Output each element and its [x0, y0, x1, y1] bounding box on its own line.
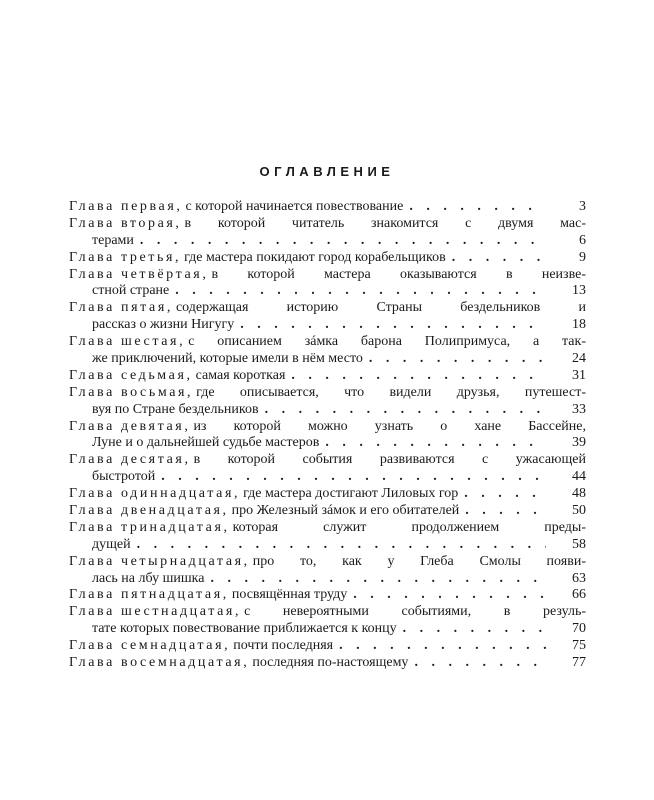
toc-entry: [69, 419, 586, 453]
chapter-description: почти последняя: [233, 638, 334, 654]
page-title: ОГЛАВЛЕНИЕ: [259, 164, 395, 179]
chapter-description: же приключений, которые имели в нём место: [92, 351, 363, 367]
toc-entry: [69, 368, 586, 385]
toc-entry: [69, 267, 586, 301]
toc-entry-continuation: [69, 621, 586, 638]
page-number: 24: [572, 351, 586, 367]
chapter-description: последняя по-настоящему: [252, 655, 409, 671]
toc-entry: [69, 216, 586, 250]
dot-leader: [403, 199, 546, 216]
chapter-label: Глава четвёртая,: [69, 266, 209, 282]
toc-entry: [69, 638, 586, 655]
toc-entry-line: [69, 520, 586, 537]
chapter-label: Глава восьмая,: [69, 384, 194, 400]
page-number: 63: [572, 570, 586, 586]
page-number: 3: [579, 199, 586, 214]
chapter-label: Глава восемнадцатая,: [69, 655, 250, 671]
toc-entry-continuation: [69, 317, 586, 334]
page-number: 33: [572, 401, 586, 417]
chapter-description: терами: [92, 232, 134, 248]
toc-entry-line: [69, 587, 586, 604]
toc-entry-line: [69, 199, 586, 216]
chapter-label: Глава двенадцатая,: [69, 503, 229, 519]
chapter-description: тате которых повествование приближается к концу: [92, 621, 397, 637]
toc-entry: [69, 503, 586, 520]
chapter-description: с невероятными событиями, в резуль-: [244, 604, 586, 620]
dot-leader: [459, 503, 546, 520]
chapter-label: Глава четырнадцатая,: [69, 553, 250, 569]
chapter-label: Глава шестая,: [69, 334, 186, 350]
toc-entry-line: [69, 267, 586, 284]
toc-entry: [69, 520, 586, 554]
chapter-description: дущей: [92, 536, 131, 552]
chapter-description: в которой мастера оказываются в неизве-: [211, 266, 586, 282]
dot-leader: [234, 317, 546, 334]
toc-entry-line: [69, 503, 586, 520]
chapter-label: Глава девятая,: [69, 418, 191, 434]
page-number: 77: [572, 655, 586, 671]
page-number: 44: [572, 469, 586, 485]
chapter-label: Глава третья,: [69, 249, 182, 265]
page-number: 18: [572, 317, 586, 333]
page-number: 70: [572, 621, 586, 637]
page-number: 39: [572, 435, 586, 451]
toc-entry: [69, 250, 586, 267]
chapter-label: Глава десятая,: [69, 452, 191, 468]
chapter-description: с которой начинается повествование: [185, 199, 404, 214]
chapter-label: Глава пятнадцатая,: [69, 587, 229, 603]
chapter-description: вуя по Стране бездельников: [92, 401, 259, 417]
chapter-description: посвящённая труду: [231, 587, 348, 603]
chapter-label: Глава семнадцатая,: [69, 638, 231, 654]
toc-entry-line: [69, 334, 586, 351]
toc-entry-line: [69, 638, 586, 655]
toc-entry-continuation: [69, 571, 586, 588]
toc-entry-line: [69, 452, 586, 469]
toc-entry: [69, 385, 586, 419]
toc-entry: [69, 300, 586, 334]
dot-leader: [204, 571, 546, 588]
chapter-description: где мастера покидают город корабельщиков: [184, 249, 446, 265]
toc-entry-line: [69, 250, 586, 267]
dot-leader: [169, 283, 546, 300]
page-number: 9: [579, 249, 586, 265]
page-number: 13: [572, 283, 586, 299]
toc-entry-line: [69, 216, 586, 233]
toc-entry: [69, 199, 586, 216]
toc-entry: [69, 554, 586, 588]
page-number: 58: [572, 536, 586, 552]
toc-entry-line: [69, 385, 586, 402]
toc-entry-line: [69, 604, 586, 621]
page-number: 6: [579, 232, 586, 248]
toc-entry-line: [69, 655, 586, 672]
toc-entry: [69, 587, 586, 604]
dot-leader: [131, 537, 546, 554]
chapter-description: рассказ о жизни Нигугу: [92, 317, 235, 333]
dot-leader: [134, 233, 546, 250]
chapter-description: содержащая историю Страны бездельников и: [175, 300, 586, 316]
toc-entry: [69, 452, 586, 486]
dot-leader: [333, 638, 546, 655]
toc-entry-line: [69, 419, 586, 436]
chapter-description: про то, как у Глеба Смолы появи-: [252, 553, 586, 569]
chapter-description: Луне и о дальнейшей судьбе мастеров: [92, 435, 320, 451]
chapter-description: стной стране: [92, 283, 170, 299]
toc-entry-continuation: [69, 469, 586, 486]
toc-entry-continuation: [69, 435, 586, 452]
toc-entry: [69, 604, 586, 638]
page-number: 75: [572, 638, 586, 654]
page-number: 48: [572, 486, 586, 502]
dot-leader: [155, 469, 546, 486]
page-number: 50: [572, 503, 586, 519]
chapter-label: Глава седьмая,: [69, 367, 193, 383]
chapter-description: с описанием зáмка барона Полипримуса, а так-: [188, 334, 586, 350]
toc-entry-line: [69, 368, 586, 385]
dot-leader: [259, 402, 546, 419]
toc-entry-line: [69, 300, 586, 317]
dot-leader: [363, 351, 546, 368]
toc-entry: [69, 486, 586, 503]
chapter-description: где описывается, что видели друзья, путешест-: [196, 384, 586, 400]
chapter-description: самая короткая: [195, 367, 286, 383]
dot-leader: [397, 621, 546, 638]
chapter-label: Глава одиннадцатая,: [69, 486, 241, 502]
chapter-label: Глава шестнадцатая,: [69, 604, 242, 620]
dot-leader: [319, 435, 546, 452]
toc-entry-line: [69, 554, 586, 571]
toc-entry-continuation: [69, 351, 586, 368]
chapter-label: Глава вторая,: [69, 215, 182, 231]
chapter-label: Глава пятая,: [69, 300, 173, 316]
chapter-description: в которой события развиваются с ужасающей: [193, 452, 586, 468]
toc-entry-line: [69, 486, 586, 503]
page-number: 66: [572, 587, 586, 603]
dot-leader: [408, 655, 546, 672]
page-number: 31: [572, 367, 586, 383]
toc-entry: [69, 334, 586, 368]
table-of-contents: [69, 199, 586, 672]
dot-leader: [458, 486, 546, 503]
chapter-description: про Железный зáмок и его обитателей: [231, 503, 460, 519]
toc-entry: [69, 655, 586, 672]
chapter-description: из которой можно узнать о хане Бассейне,: [193, 418, 586, 434]
dot-leader: [285, 368, 546, 385]
chapter-label: Глава первая,: [69, 199, 183, 214]
toc-entry-continuation: [69, 402, 586, 419]
chapter-description: лась на лбу шишка: [92, 570, 205, 586]
chapter-description: быстротой: [92, 469, 156, 485]
chapter-label: Глава тринадцатая,: [69, 519, 230, 535]
toc-entry-continuation: [69, 283, 586, 300]
toc-entry-continuation: [69, 537, 586, 554]
chapter-description: которая служит продолжением преды-: [232, 519, 586, 535]
dot-leader: [347, 587, 546, 604]
dot-leader: [446, 250, 546, 267]
toc-entry-continuation: [69, 233, 586, 250]
chapter-description: в которой читатель знакомится с двумя мас-: [184, 215, 586, 231]
chapter-description: где мастера достигают Лиловых гор: [243, 486, 459, 502]
